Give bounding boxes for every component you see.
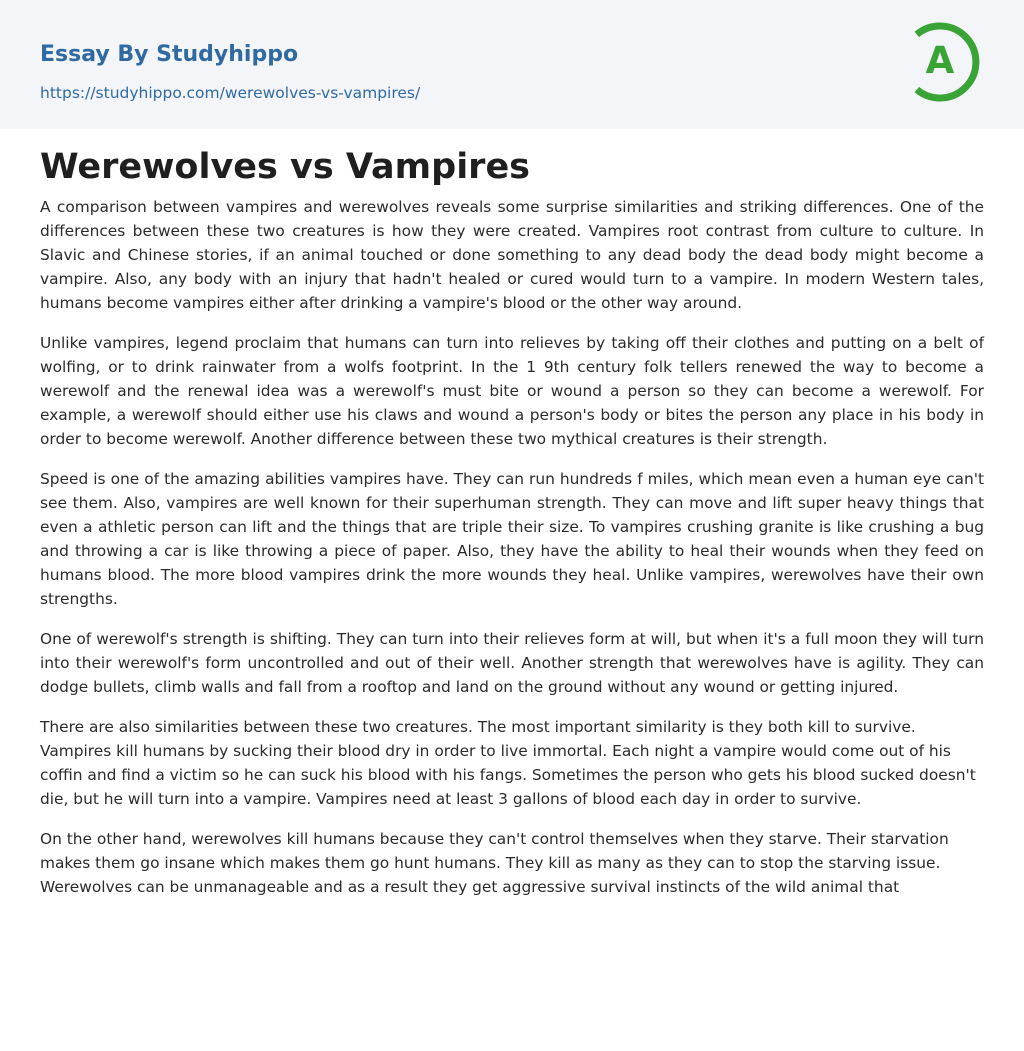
essay-paragraph-6: On the other hand, werewolves kill humans because they can't control themselves when they starve. Their starvation makes them go insane which makes them go hunt humans. They kill as many as they can to stop the starving issue. Werewolves can be unmanageable and as a result they get aggressive survival instincts of the wild animal that: [40, 830, 949, 896]
essay-paragraph-5: There are also similarities between these two creatures. The most important similarity is they both kill to survive. Vampires kill humans by sucking their blood dry in order to live immortal. Each night a vampire would come out of his coffin and find a victim so he can suck his blood with his fangs. Sometimes the person who gets his blood sucked doesn't die, but he will turn into a vampire. Vampires need at least 3 gallons of blood each day in order to survive.: [40, 718, 976, 808]
studyhippo-a-logo-icon[interactable]: [908, 17, 988, 107]
essay-paragraph-4: One of werewolf's strength is shifting. They can turn into their relieves form at will, but when it's a full moon they will turn into their werewolf's form uncontrolled and out of their well. Another strength that werewolves have is agility. They can dodge bullets, climb walls and fall from a rooftop and land on the ground without any wound or getting injured.: [40, 630, 984, 696]
essay-url-link[interactable]: https://studyhippo.com/werewolves-vs-vampires/: [40, 84, 421, 102]
essay-title: Werewolves vs Vampires: [40, 147, 531, 187]
essay-paragraph-2: Unlike vampires, legend proclaim that humans can turn into relieves by taking off their clothes and putting on a belt of wolfing, or to drink rainwater from a wolfs footprint. In the 1 9th century folk tellers renewed the way to become a werewolf and the renewal idea was a werewolf's must bite or wound a person so they can become a werewolf. For example, a werewolf should either use his claws and wound a person's body or bites the person any place in his body in order to become werewolf. Another difference between these two mythical creatures is their strength.: [40, 334, 984, 448]
essay-article: [40, 144, 984, 915]
site-header: [0, 0, 1024, 129]
essay-paragraph-3: Speed is one of the amazing abilities vampires have. They can run hundreds f miles, which mean even a human eye can't see them. Also, vampires are well known for their superhuman strength. They can move and lift super heavy things that even a athletic person can lift and the things that are triple their size. To vampires crushing granite is like crushing a bug and throwing a car is like throwing a piece of paper. Also, they have the ability to heal their wounds when they feed on humans blood. The more blood vampires drink the more wounds they heal. Unlike vampires, werewolves have their own strengths.: [40, 470, 984, 608]
essay-paragraph-1: A comparison between vampires and werewolves reveals some surprise similarities and striking differences. One of the differences between these two creatures is how they were created. Vampires root contrast from culture to culture. In Slavic and Chinese stories, if an animal touched or done something to any dead body the dead body might become a vampire. Also, any body with an injury that hadn't healed or cured would turn to a vampire. In modern Western tales, humans become vampires either after drinking a vampire's blood or the other way around.: [40, 198, 984, 312]
logo-letter: A: [925, 39, 955, 82]
brand-title[interactable]: Essay By Studyhippo: [40, 42, 299, 67]
